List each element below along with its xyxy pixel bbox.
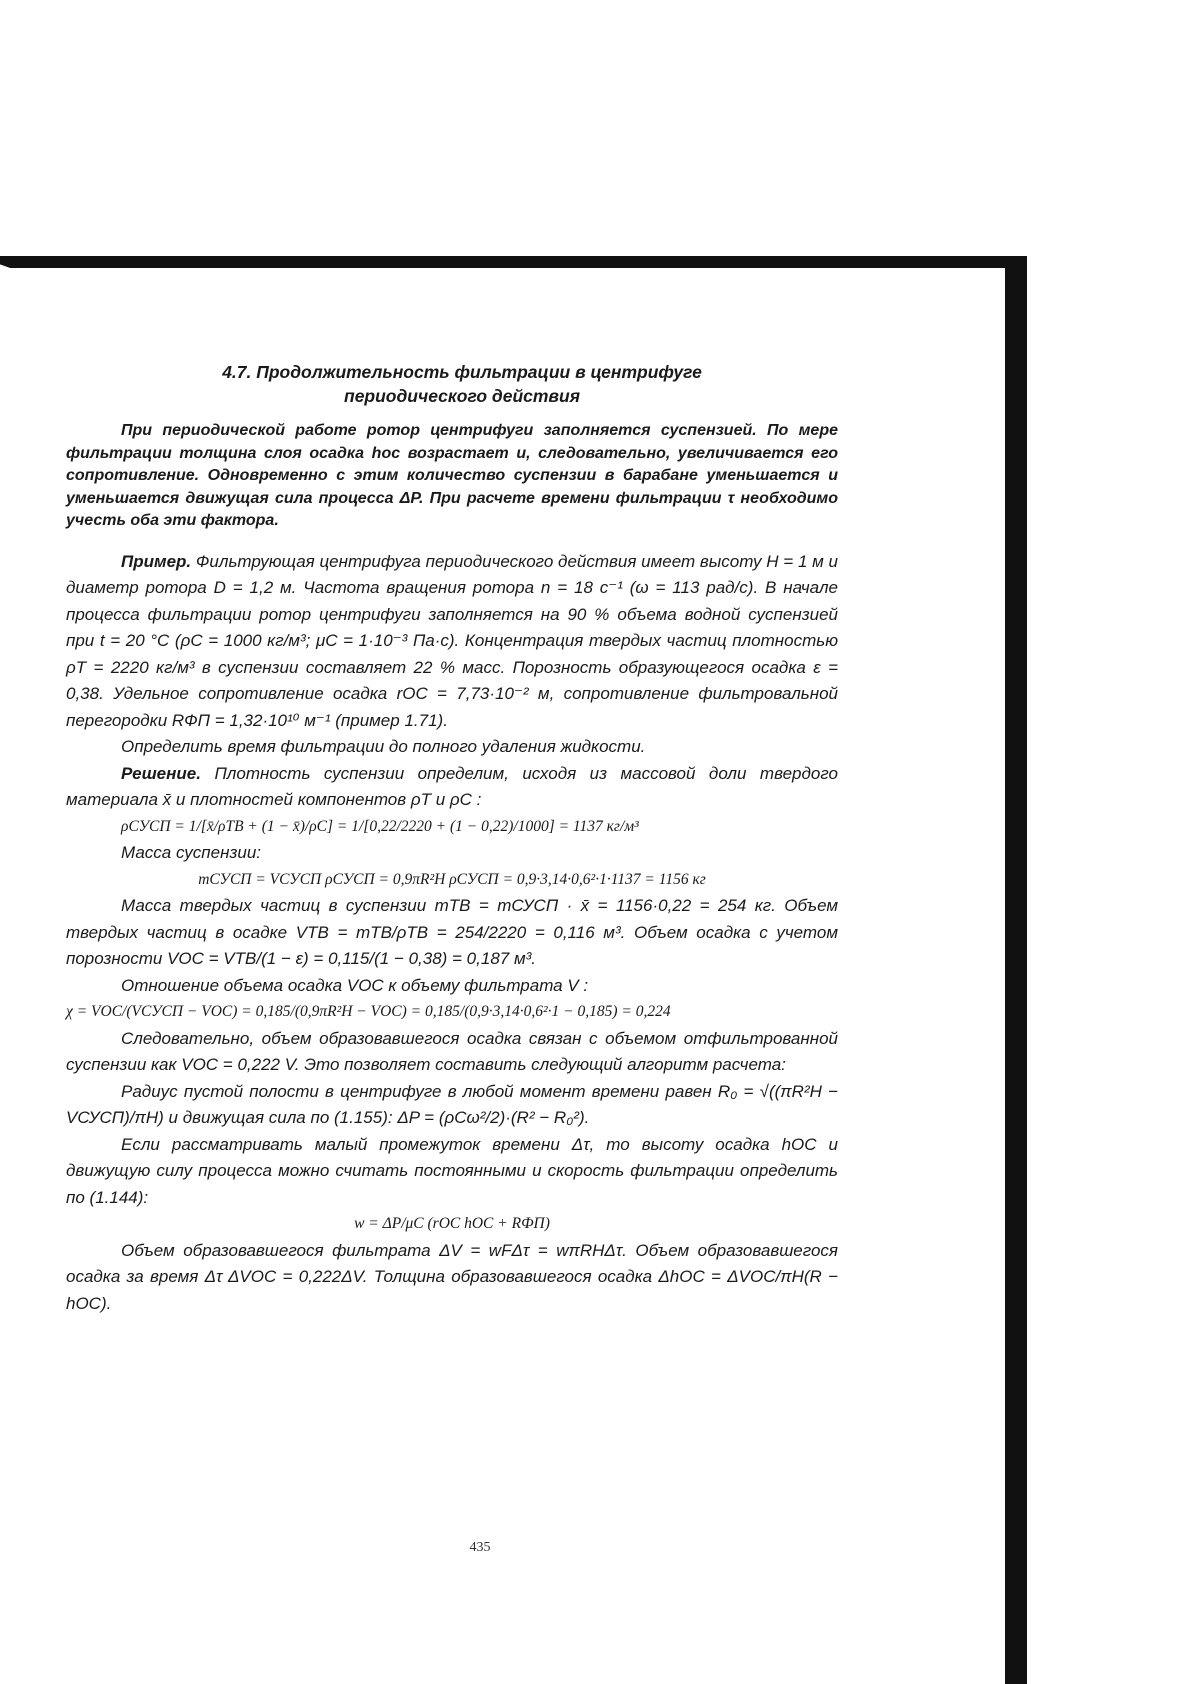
example-paragraph	[66, 549, 838, 735]
consequence-paragraph: Следовательно, объем образовавшегося осадка связан с объемом отфильтрованной суспензии как VОС = 0,222 V. Это позволяет составить следующий алгоритм расчета:	[66, 1028, 838, 1074]
page-number: 435	[469, 1540, 491, 1555]
scan-border-top	[0, 256, 1020, 268]
mass-label: Масса суспензии:	[121, 843, 261, 862]
section-title	[86, 360, 838, 408]
example-text: Фильтрующая центрифуга периодического действия имеет высоту H = 1 м и диаметр ротора D = 1,2 м. Частота вращения ротора n = 18 c⁻¹ (ω = 113 рад/с). В начале процесса фильтрации ротор центрифуги заполняется на 90 % объема водной суспензией при t = 20 °C (ρС = 1000 кг/м³; μС = 1·10⁻³ Па·с). Концентрация твердых частиц плотностью ρТ = 2220 кг/м³ в суспензии составляет 22 % масс. Порозность образующегося осадка ε = 0,38. Удельное сопротивление осадка rОС = 7,73·10⁻² м, сопротивление фильтровальной перегородки RФП = 1,32·10¹⁰ м⁻¹ (пример 1.71).	[66, 551, 838, 730]
ratio-intro: Отношение объема осадка VОС к объему фильтрата V :	[121, 975, 589, 995]
volume-paragraph: Объем образовавшегося фильтрата ΔV = wFΔτ = wπRHΔτ. Объем образовавшегося осадка за время Δτ ΔVОС = 0,222ΔV. Толщина образовавшегося осадка ΔhОС = ΔVОС/πH(R − hОС).	[66, 1240, 838, 1313]
ratio-equation: χ = VОС/(VСУСП − VОС) = 0,185/(0,9πR²H − VОС) = 0,185/(0,9·3,14·0,6²·1 − 0,185) = 0,224	[66, 1003, 671, 1020]
solution-text: Плотность суспензии определим, исходя из массовой доли твердого материала x̄ и плотностей компонентов ρТ и ρС :	[66, 763, 838, 809]
solids-paragraph: Масса твердых частиц в суспензии mТВ = mСУСП · x̄ = 1156·0,22 = 254 кг. Объем твердых частиц в осадке VТВ = mТВ/ρТВ = 254/2220 = 0,116 м³. Объем осадка с учетом порозности VОС = VТВ/(1 − ε) = 0,115/(1 − 0,38) = 0,187 м³.	[66, 896, 838, 968]
mass-equation: mСУСП = VСУСП ρСУСП = 0,9πR²H ρСУСП = 0,9·3,14·0,6²·1·1137 = 1156 кг	[198, 870, 706, 888]
density-equation: ρСУСП = 1/[x̄/ρТВ + (1 − x̄)/ρС] = 1/[0,22/2220 + (1 − 0,22)/1000] = 1137 кг/м³	[121, 817, 639, 835]
page-content	[66, 360, 838, 1317]
short-interval-paragraph: Если рассматривать малый промежуток времени Δτ, то высоту осадка hОС и движущую силу процесса можно считать постоянными и скорость фильтрации определить по (1.144):	[66, 1134, 838, 1207]
solution-label: Решение.	[121, 763, 201, 783]
solution-paragraph	[66, 761, 838, 814]
velocity-equation: w = ΔP/μС (rОС hОС + RФП)	[354, 1215, 550, 1232]
scan-border-right	[1005, 256, 1027, 1684]
abstract-paragraph: При периодической работе ротор центрифуги заполняется суспензией. По мере фильтрации толщина слоя осадка hос возрастает и, следовательно, увеличивается его сопротивление. Одновременно с этим количество суспензии в барабане уменьшается и уменьшается движущая сила процесса ΔP. При расчете времени фильтрации τ необходимо учесть оба эти фактора.	[66, 422, 838, 529]
task-statement: Определить время фильтрации до полного удаления жидкости.	[121, 737, 646, 756]
section-title-line-1: 4.7. Продолжительность фильтрации в центрифуге	[222, 362, 702, 382]
radius-paragraph: Радиус пустой полости в центрифуге в любой момент времени равен R₀ = √((πR²H − VСУСП)/πH) и движущая сила по (1.155): ΔP = (ρСω²/2)·(R² − R₀²).	[66, 1081, 838, 1127]
section-title-line-2: периодического действия	[344, 386, 580, 406]
example-label: Пример.	[121, 551, 192, 571]
